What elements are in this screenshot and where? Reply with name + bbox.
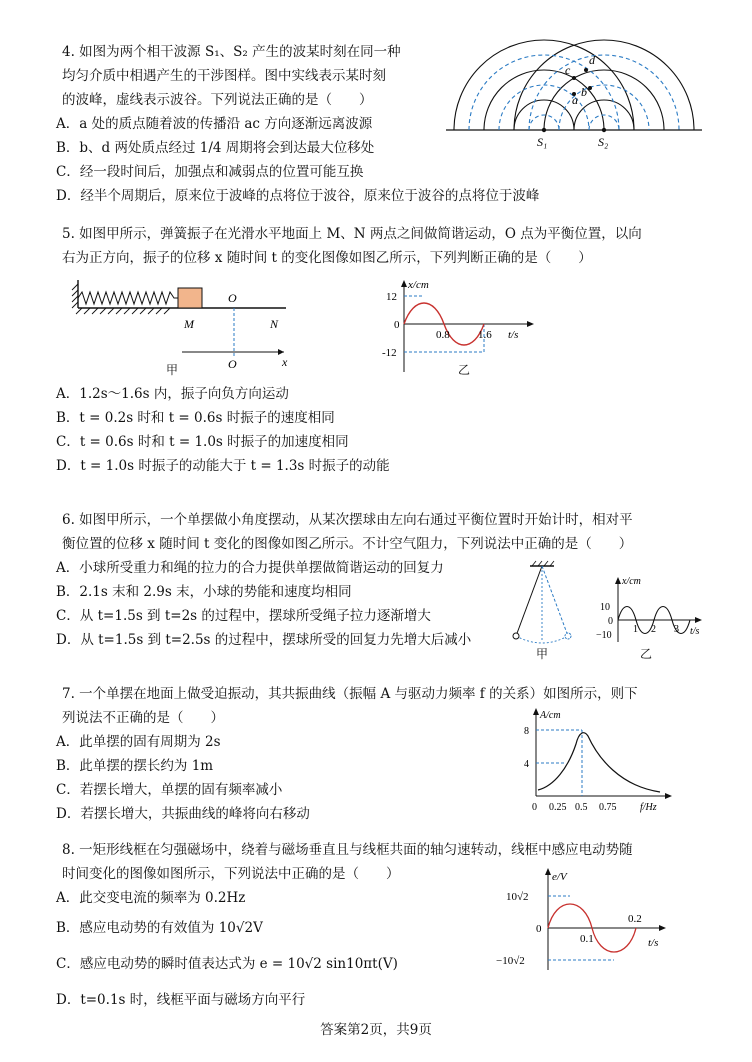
q5-option-b: B．t = 0.2s 时和 t = 0.6s 时振子的速度相同 bbox=[56, 410, 335, 426]
q6-option-d: D．从 t=1.5s 到 t=2.5s 的过程中，摆球所受的回复力先增大后减小 bbox=[56, 632, 472, 648]
q7-graph-tick-0.25: 0.25 bbox=[549, 802, 567, 813]
q7-option-d: D．若摆长增大，共振曲线的峰将向右移动 bbox=[56, 806, 310, 822]
q5-option-a: A．1.2s～1.6s 内，振子向负方向运动 bbox=[56, 386, 289, 402]
q5-spring bbox=[78, 292, 178, 304]
q7-graph-xlabel: f/Hz bbox=[640, 802, 657, 813]
q6-caption-yi: 乙 bbox=[640, 647, 653, 661]
q6-xt-graph bbox=[596, 574, 706, 644]
q8-option-a: A．此交变电流的频率为 0.2Hz bbox=[56, 890, 246, 906]
q5-label-o-top: O bbox=[228, 291, 237, 305]
q6-string-right bbox=[542, 566, 568, 636]
q4-stem-line: 4. 如图为两个相干波源 S₁、S₂ 产生的波某时刻在同一种 bbox=[62, 44, 401, 60]
q7-graph-tick-4: 4 bbox=[524, 759, 529, 770]
q5-label-x: x bbox=[282, 355, 288, 369]
q7-option-a: A．此单摆的固有周期为 2s bbox=[56, 734, 221, 750]
q5-ground-hatching bbox=[76, 308, 170, 314]
q8-graph-xlabel: t/s bbox=[648, 937, 659, 949]
q6-graph-tick-3: 3 bbox=[674, 624, 679, 635]
q6-graph-ylabel: x/cm bbox=[622, 576, 641, 587]
q8-stem-line: 8. 一矩形线框在匀强磁场中，绕着与磁场垂直且与线框共面的轴匀速转动，线框中感应电动势随 bbox=[62, 842, 633, 858]
q5-graph-x-arrow bbox=[527, 321, 534, 327]
q8-graph-y-arrow bbox=[545, 868, 551, 875]
q4-s2-dot bbox=[602, 128, 606, 132]
q5-graph-tick-12: 12 bbox=[386, 291, 397, 303]
q5-caption-yi: 乙 bbox=[458, 363, 471, 377]
q4-option-c: C．经一段时间后，加强点和减弱点的位置可能互换 bbox=[56, 164, 364, 180]
q5-option-d: D．t = 1.0s 时振子的动能大于 t = 1.3s 时振子的动能 bbox=[56, 458, 390, 474]
q6-graph-tick-2: 2 bbox=[651, 624, 656, 635]
q6-graph-y-arrow bbox=[615, 577, 621, 584]
q4-s1-dot bbox=[542, 128, 546, 132]
q8-option-d: D．t=0.1s 时，线框平面与磁场方向平行 bbox=[56, 992, 306, 1008]
page-footer: 答案第2页，共9页 bbox=[320, 1022, 432, 1038]
q8-option-b: B．感应电动势的有效值为 10√2V bbox=[56, 920, 263, 936]
q5-stem-line: 右为正方向，振子的位移 x 随时间 t 的变化图像如图乙所示，下列判断正确的是（ ） bbox=[62, 250, 592, 266]
q8-option-c: C．感应电动势的瞬时值表达式为 e = 10√2 sin10πt(V) bbox=[56, 956, 398, 972]
q6-option-b: B．2.1s 末和 2.9s 末，小球的势能和速度均相同 bbox=[56, 584, 352, 600]
q5-graph-tick-0.8: 0.8 bbox=[436, 329, 450, 341]
q5-options bbox=[56, 382, 390, 478]
q7-graph-tick-0: 0 bbox=[532, 802, 537, 813]
q5-label-n: N bbox=[270, 317, 279, 331]
q6-graph-tick-neg10: −10 bbox=[596, 630, 612, 641]
q7-graph-curve bbox=[538, 733, 660, 792]
q4-label-b: b bbox=[581, 85, 587, 99]
q8-stem-line: 时间变化的图像如图所示，下列说法中正确的是（ ） bbox=[62, 866, 400, 882]
q7-resonance-graph bbox=[520, 706, 690, 816]
q5-label-m: M bbox=[184, 317, 194, 331]
q7-graph-tick-0.5: 0.5 bbox=[575, 802, 588, 813]
q4-interference-figure bbox=[440, 30, 710, 160]
q6-ceiling-hatching bbox=[532, 561, 554, 566]
q7-graph-tick-8: 8 bbox=[524, 726, 529, 737]
q5-wall-hatching bbox=[72, 284, 78, 308]
q4-option-d: D．经半个周期后，原来位于波峰的点将位于波谷，原来位于波谷的点将位于波峰 bbox=[56, 188, 540, 204]
q8-graph-tick-neg: −10√2 bbox=[496, 955, 525, 967]
q7-stem-line: 7. 一个单摆在地面上做受迫振动，其共振曲线（振幅 A 与驱动力频率 f 的关系）如图所示，则下 bbox=[62, 686, 638, 702]
q5-graph-xlabel: t/s bbox=[508, 329, 519, 341]
q4-stem bbox=[62, 40, 401, 112]
q5-graph-tick-1.6: 1.6 bbox=[478, 329, 492, 341]
q5-stem bbox=[62, 222, 642, 270]
q5-caption-jia: 甲 bbox=[166, 363, 179, 377]
q7-graph-x-arrow bbox=[665, 793, 672, 799]
q6-graph-tick-10: 10 bbox=[600, 602, 610, 613]
q5-option-c: C．t = 0.6s 时和 t = 1.0s 时振子的加速度相同 bbox=[56, 434, 349, 450]
q6-options bbox=[56, 556, 471, 652]
q7-graph-y-arrow bbox=[533, 708, 539, 715]
q8-graph-x-arrow bbox=[659, 925, 666, 931]
q6-stem bbox=[62, 508, 633, 556]
q5-stem-line: 5. 如图甲所示，弹簧振子在光滑水平地面上 M、N 两点之间做简谐运动，O 点为平衡位置，以向 bbox=[62, 226, 642, 242]
q4-option-b: B．b、d 两处质点经过 1/4 周期将会到达最大位移处 bbox=[56, 140, 375, 156]
q8-graph-tick-0.2: 0.2 bbox=[628, 913, 642, 925]
q4-label-c: c bbox=[565, 63, 571, 77]
q8-emf-graph bbox=[490, 866, 680, 976]
q5-block bbox=[178, 288, 202, 308]
q7-options bbox=[56, 730, 310, 826]
q8-graph-ylabel: e/V bbox=[552, 871, 567, 883]
q6-bob bbox=[513, 633, 519, 639]
q5-label-o-bottom: O bbox=[228, 357, 237, 371]
q4-label-a: a bbox=[572, 93, 578, 107]
q5-graph-tick-neg12: -12 bbox=[382, 347, 397, 359]
q5-spring-figure bbox=[70, 276, 300, 376]
q7-option-b: B．此单摆的摆长约为 1m bbox=[56, 758, 214, 774]
q4-label-s1: S₁ bbox=[537, 135, 548, 149]
q6-graph-tick-0: 0 bbox=[608, 616, 613, 627]
q5-graph-tick-0: 0 bbox=[394, 319, 400, 331]
q4-option-a: A．a 处的质点随着波的传播沿 ac 方向逐渐远离波源 bbox=[56, 116, 373, 132]
q7-graph-ylabel: A/cm bbox=[540, 710, 561, 721]
q4-crest-lines bbox=[454, 40, 694, 130]
q8-graph-tick-0: 0 bbox=[536, 923, 542, 935]
q6-stem-line: 6. 如图甲所示，一个单摆做小角度摆动，从某次摆球由左向右通过平衡位置时开始计时，相对平 bbox=[62, 512, 633, 528]
q4-stem-line: 的波峰，虚线表示波谷。下列说法正确的是（ ） bbox=[62, 92, 373, 108]
q4-label-d: d bbox=[589, 53, 595, 67]
q7-graph-tick-0.75: 0.75 bbox=[599, 802, 617, 813]
q5-graph-ylabel: x/cm bbox=[408, 279, 429, 291]
q6-graph-tick-1: 1 bbox=[633, 624, 638, 635]
q6-option-a: A．小球所受重力和绳的拉力的合力提供单摆做简谐运动的回复力 bbox=[56, 560, 444, 576]
q6-stem-line: 衡位置的位移 x 随时间 t 变化的图像如图乙所示。不计空气阻力，下列说法中正确的是（ ） bbox=[62, 536, 633, 552]
q4-stem-line: 均匀介质中相遇产生的干涉图样。图中实线表示某时刻 bbox=[62, 68, 386, 84]
q7-stem-line: 列说法不正确的是（ ） bbox=[62, 710, 224, 726]
q5-graph-y-arrow bbox=[401, 280, 407, 287]
q6-string-left bbox=[516, 566, 542, 636]
q8-graph-tick-0.1: 0.1 bbox=[580, 933, 594, 945]
q7-option-c: C．若摆长增大，单摆的固有频率减小 bbox=[56, 782, 283, 798]
q6-graph-xlabel: t/s bbox=[690, 626, 700, 637]
q8-options bbox=[56, 886, 398, 1012]
q4-label-s2: S₂ bbox=[598, 135, 609, 149]
q6-option-c: C．从 t=1.5s 到 t=2s 的过程中，摆球所受绳子拉力逐渐增大 bbox=[56, 608, 431, 624]
q6-graph-x-arrow bbox=[695, 617, 702, 623]
q6-caption-jia: 甲 bbox=[536, 647, 549, 661]
q8-graph-tick-pos: 10√2 bbox=[506, 891, 529, 903]
q6-bob-ghost bbox=[565, 633, 571, 639]
